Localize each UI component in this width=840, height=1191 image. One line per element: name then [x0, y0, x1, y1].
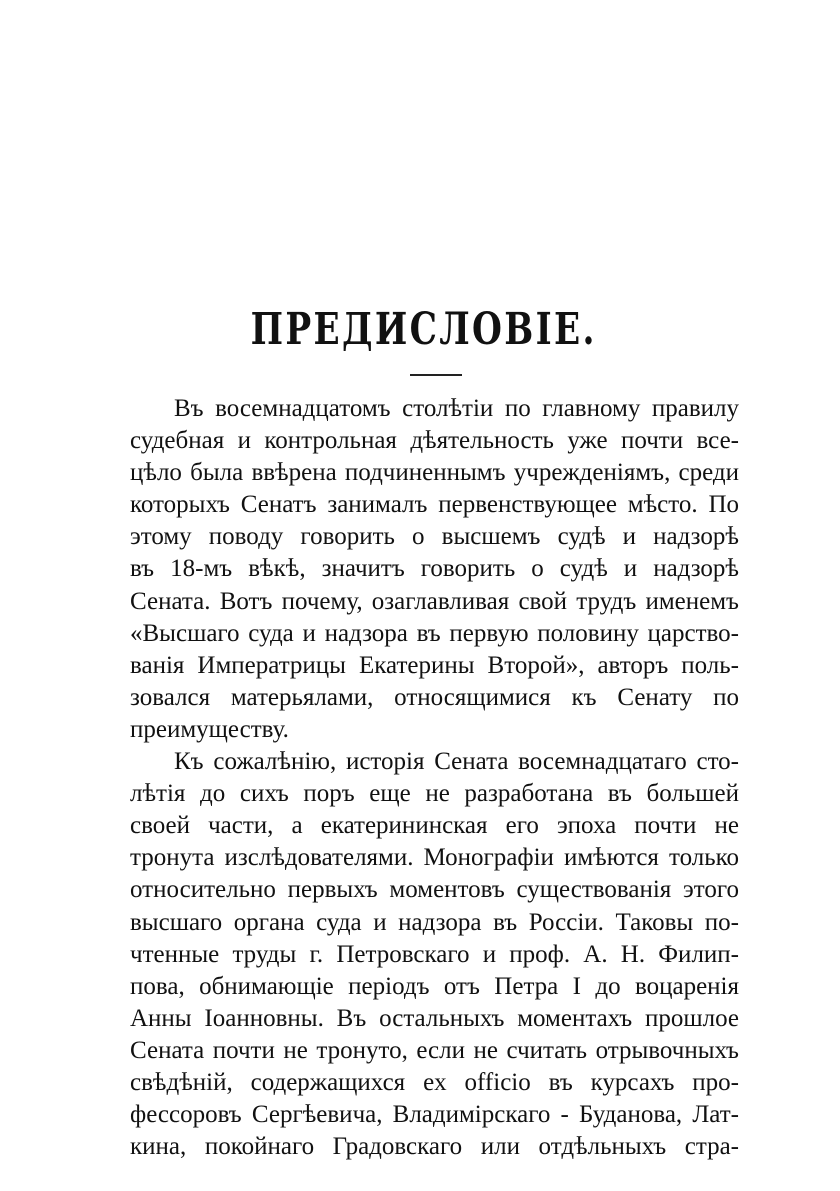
text-line: «Высшаго суда и надзора въ первую половину царство-: [130, 619, 739, 647]
body-text: [130, 393, 739, 1163]
text-line: Сената почти не тронуто, если не считать отрывочныхъ: [130, 1036, 739, 1064]
text-line: фессоровъ Сергѣевича, Владимірскаго - Буданова, Лат-: [130, 1101, 739, 1129]
text-line: пова, обнимающіе періодъ отъ Петра I до воцаренія: [130, 972, 739, 1000]
page-heading: ПРЕДИСЛОВІЕ.: [250, 304, 597, 355]
text-line: Сената. Вотъ почему, озаглавливая свой трудъ именемъ: [130, 587, 739, 615]
text-line: высшаго органа суда и надзора въ Россіи. Таковы по-: [130, 908, 739, 936]
text-line: цѣло была ввѣрена подчиненнымъ учрежденіямъ, среди: [130, 459, 739, 487]
text-line: лѣтія до сихъ поръ еще не разработана въ большей: [130, 780, 739, 808]
text-line: Въ восемнадцатомъ столѣтіи по главному правилу: [174, 395, 739, 422]
text-line: Къ сожалѣнію, исторія Сената восемнадцатаго сто-: [174, 748, 739, 776]
text-line: своей части, а екатерининская его эпоха почти не: [130, 812, 739, 840]
text-line: которыхъ Сенатъ занималъ первенствующее мѣсто. По: [130, 491, 739, 519]
text-line: Анны Іоанновны. Въ остальныхъ моментахъ прошлое: [130, 1004, 739, 1032]
text-line: чтенные труды г. Петровскаго и проф. А. Н. Филип-: [130, 940, 739, 968]
heading-divider: [410, 374, 462, 376]
text-line: судебная и контрольная дѣятельность уже почти все-: [130, 427, 739, 455]
text-line: относительно первыхъ моментовъ существованія этого: [130, 876, 739, 904]
text-line: зовался матерьялами, относящимися къ Сенату по: [130, 683, 739, 711]
text-line: кина, покойнаго Градовскаго или отдѣльныхъ стра-: [130, 1133, 739, 1161]
text-line: свѣдѣній, содержащихся ex officio въ курсахъ про-: [130, 1068, 739, 1096]
text-line: тронута изслѣдователями. Монографіи имѣются только: [130, 844, 739, 872]
text-line: этому поводу говорить о высшемъ судѣ и надзорѣ: [130, 523, 739, 551]
text-line: въ 18-мъ вѣкѣ, значитъ говорить о судѣ и надзорѣ: [130, 555, 739, 583]
text-line: преимуществу.: [130, 715, 289, 743]
text-line: ванія Императрицы Екатерины Второй», авторъ поль-: [130, 651, 739, 679]
